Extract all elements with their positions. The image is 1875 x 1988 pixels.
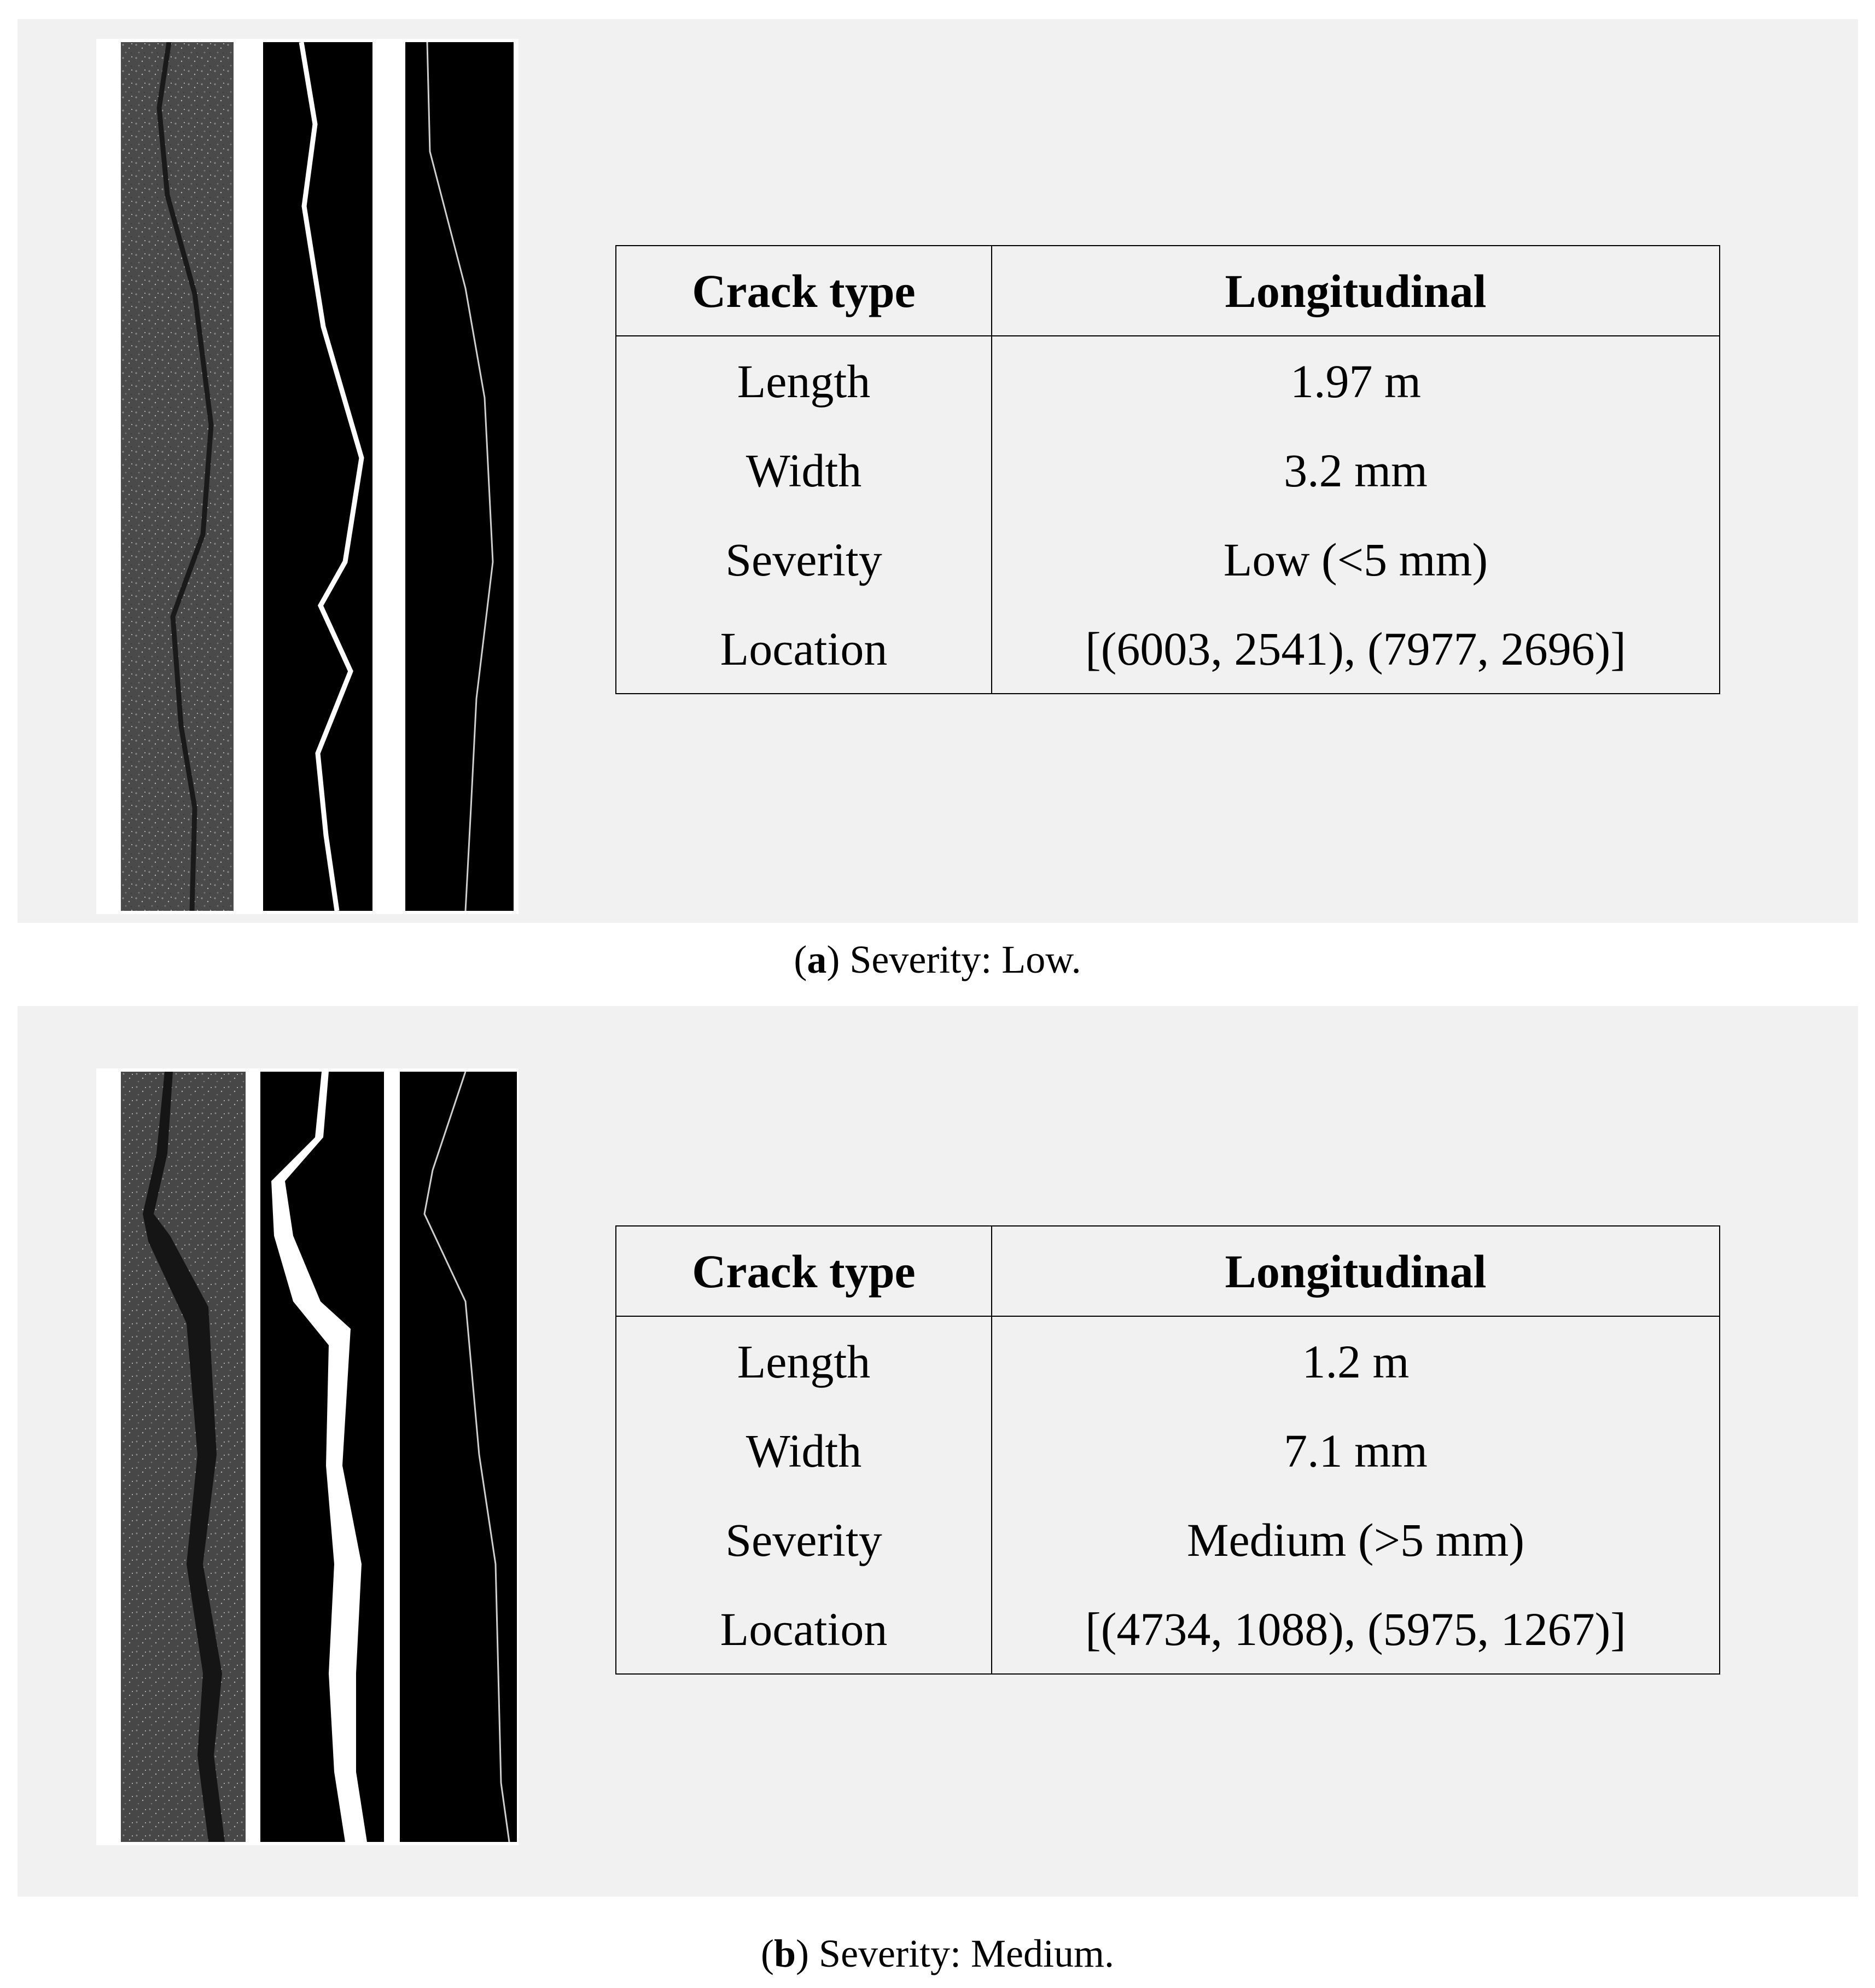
pavement-image-a xyxy=(121,42,234,911)
segmentation-mask-b xyxy=(260,1072,384,1842)
panel-a xyxy=(18,19,1858,923)
crack-properties-table-a xyxy=(615,245,1720,694)
caption-a: (a) Severity: Low. xyxy=(794,938,1081,981)
table-row xyxy=(616,1406,1720,1495)
table-row xyxy=(616,1495,1720,1584)
row-label: Severity xyxy=(616,515,992,604)
caption-letter: b xyxy=(774,1932,796,1975)
table-row xyxy=(616,336,1720,426)
caption-letter: a xyxy=(807,938,827,981)
caption-b: (b) Severity: Medium. xyxy=(761,1932,1114,1975)
header-value: Longitudinal xyxy=(992,246,1720,336)
row-label: Location xyxy=(616,1584,992,1674)
header-label: Crack type xyxy=(616,1226,992,1316)
row-value: 1.2 m xyxy=(1302,1335,1410,1388)
table-row xyxy=(616,426,1720,515)
table-row xyxy=(616,1584,1720,1674)
crack-image-strips-b xyxy=(96,1068,519,1845)
row-label: Width xyxy=(616,1406,992,1495)
table-header-row xyxy=(616,1226,1720,1316)
table-row xyxy=(616,1316,1720,1406)
row-value: 3.2 mm xyxy=(1284,444,1428,497)
crack-image-strips-a xyxy=(96,39,519,914)
caption-text: Severity: Medium. xyxy=(819,1932,1114,1975)
skeleton-image-b xyxy=(400,1072,517,1842)
row-value: 1.97 m xyxy=(1290,354,1421,408)
skeleton-image-a xyxy=(405,42,514,911)
segmentation-mask-a xyxy=(263,42,372,911)
panel-b xyxy=(18,1006,1858,1897)
row-label: Severity xyxy=(616,1495,992,1584)
row-value: 7.1 mm xyxy=(1284,1424,1428,1477)
row-label: Location xyxy=(616,604,992,694)
row-label: Width xyxy=(616,426,992,515)
row-value: Medium (>5 mm) xyxy=(1187,1513,1524,1566)
table-row xyxy=(616,604,1720,694)
caption-text: Severity: Low. xyxy=(849,938,1081,981)
row-label: Length xyxy=(616,1316,992,1406)
table-header-row xyxy=(616,246,1720,336)
row-value: Low (<5 mm) xyxy=(1223,533,1488,586)
header-value: Longitudinal xyxy=(992,1226,1720,1316)
pavement-image-b xyxy=(121,1072,246,1842)
header-label: Crack type xyxy=(616,246,992,336)
row-label: Length xyxy=(616,336,992,426)
row-value: [(4734, 1088), (5975, 1267)] xyxy=(1085,1602,1626,1655)
crack-properties-table-b xyxy=(615,1225,1720,1675)
row-value: [(6003, 2541), (7977, 2696)] xyxy=(1085,622,1626,675)
table-row xyxy=(616,515,1720,604)
